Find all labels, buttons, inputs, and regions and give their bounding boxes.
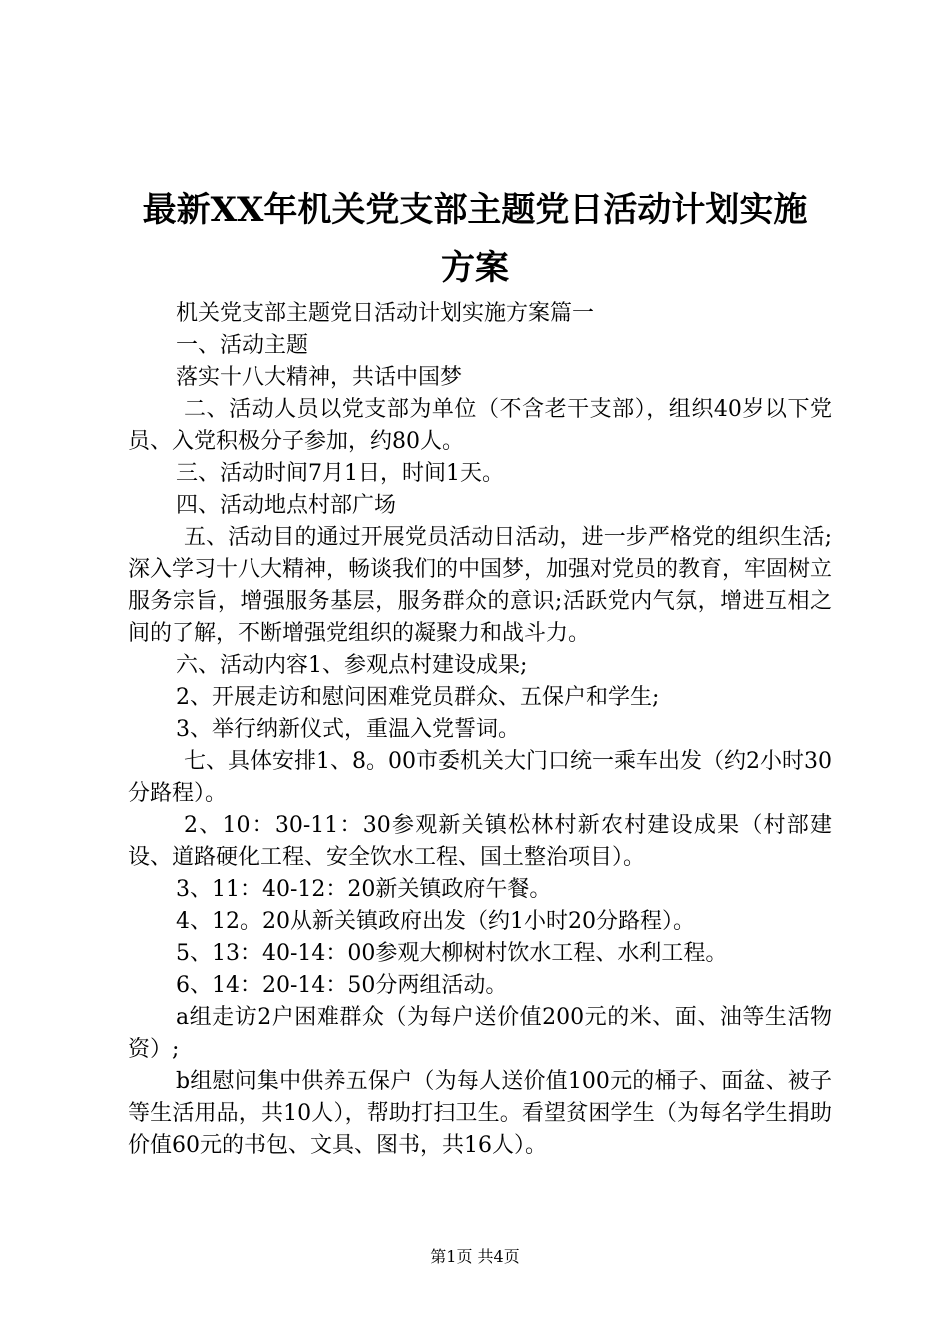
paragraph: 4、12。20从新关镇政府出发（约1小时20分路程）。 — [176, 909, 695, 934]
paragraph: 3、举行纳新仪式，重温入党誓词。 — [176, 717, 520, 742]
paragraph: 2、开展走访和慰问困难党员群众、五保户和学生; — [176, 685, 660, 710]
paragraph: 二、活动人员以党支部为单位（不含老干支部），组织40岁以下党员、入党积极分子参加，约80人。 — [128, 397, 832, 454]
document-title-line-2: 方案 — [441, 248, 509, 288]
document-title-line-1: 最新XX年机关党支部主题党日活动计划实施 — [142, 190, 808, 230]
paragraph: 三、活动时间7月1日，时间1天。 — [176, 461, 504, 486]
paragraph: 七、具体安排1、8。00市委机关大门口统一乘车出发（约2小时30分路程）。 — [128, 749, 832, 806]
paragraph: 3、11：40-12：20新关镇政府午餐。 — [176, 877, 552, 902]
paragraph: 落实十八大精神，共话中国梦 — [176, 365, 463, 390]
paragraph: 2、10：30-11：30参观新关镇松林村新农村建设成果（村部建设、道路硬化工程、安全饮水工程、国土整治项目）。 — [128, 813, 832, 870]
paragraph: 六、活动内容1、参观点村建设成果; — [176, 653, 528, 678]
paragraph: 5、13：40-14：00参观大柳树村饮水工程、水利工程。 — [176, 941, 728, 966]
paragraph: b组慰问集中供养五保户（为每人送价值100元的桶子、面盆、被子等生活用品，共10人），帮助打扫卫生。看望贫困学生（为每名学生捐助价值60元的书包、文具、图书，共16人）。 — [128, 1069, 832, 1158]
page-footer: 第1页 共4页 — [430, 1247, 520, 1266]
paragraph: 五、活动目的通过开展党员活动日活动，进一步严格党的组织生活;深入学习十八大精神，畅谈我们的中国梦，加强对党员的教育，牢固树立服务宗旨，增强服务基层，服务群众的意识;活跃党内气氛，增进互相之间的了解，不断增强党组织的凝聚力和战斗力。 — [128, 525, 833, 646]
paragraph: 一、活动主题 — [176, 333, 309, 358]
paragraph: a组走访2户困难群众（为每户送价值200元的米、面、油等生活物资）; — [128, 1005, 832, 1062]
paragraph: 6、14：20-14：50分两组活动。 — [176, 973, 508, 998]
document-body — [128, 298, 832, 1162]
section-heading: 机关党支部主题党日活动计划实施方案篇一 — [176, 301, 595, 326]
paragraph: 四、活动地点村部广场 — [176, 493, 397, 518]
